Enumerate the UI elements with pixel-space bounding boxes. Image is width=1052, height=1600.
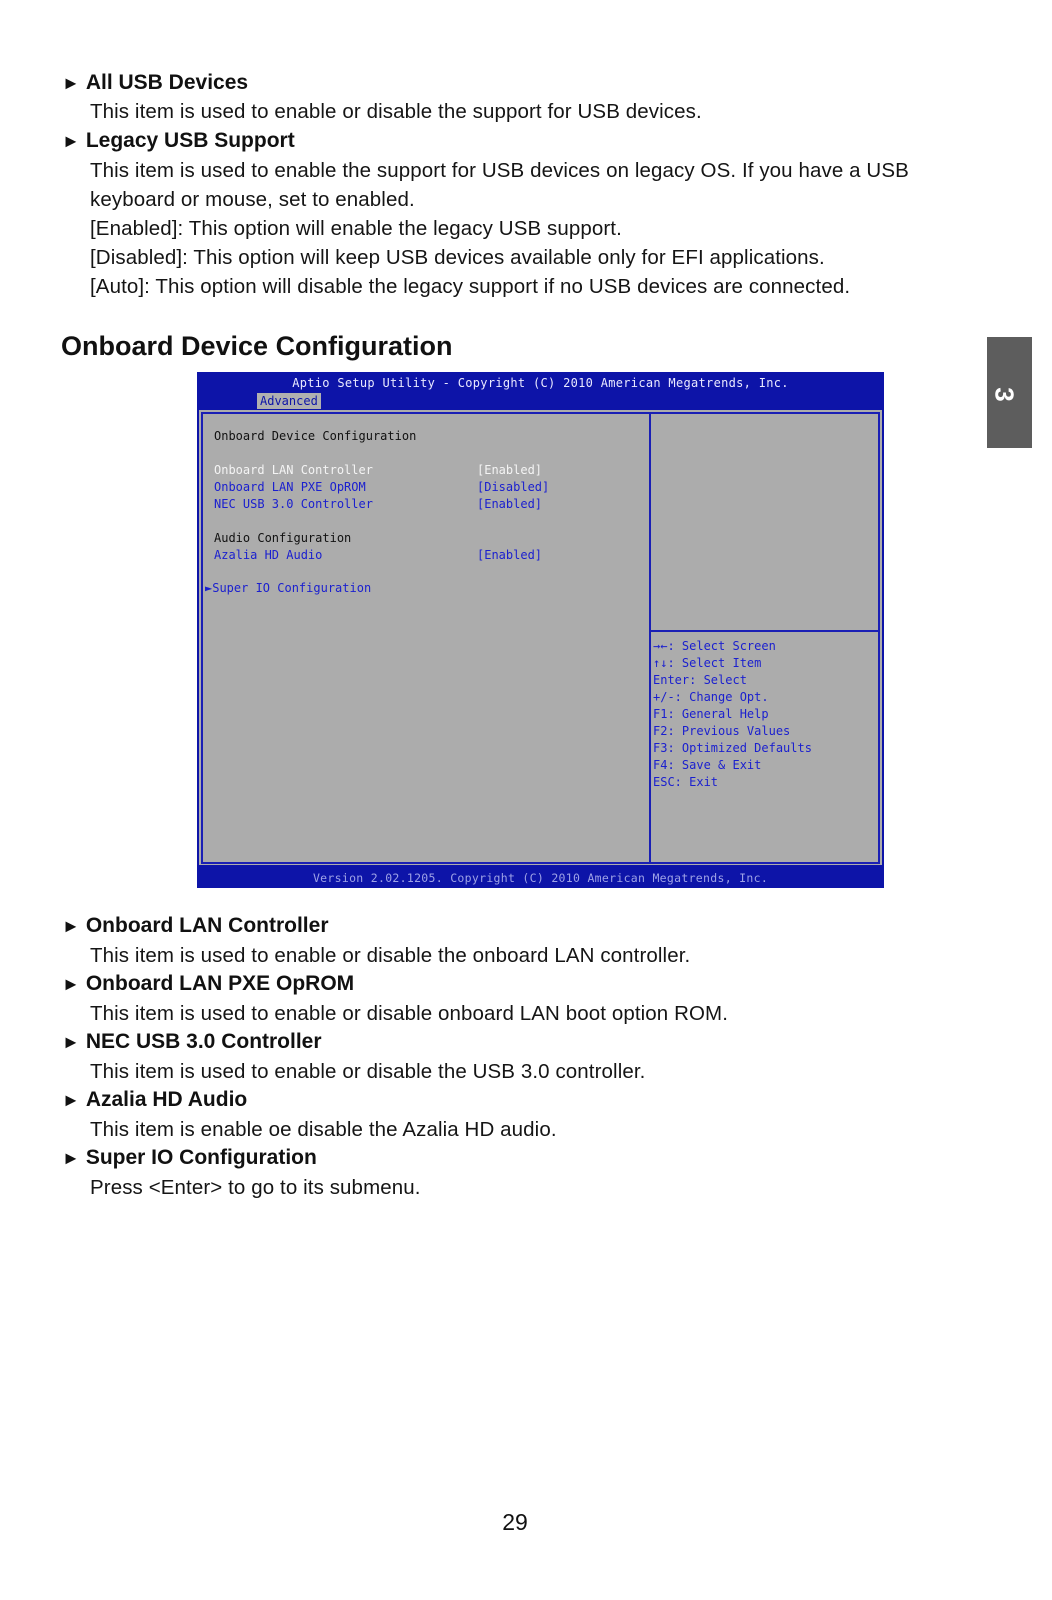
bios-option-value[interactable]: [Disabled] — [477, 480, 550, 494]
bios-help-line: F1: General Help — [653, 707, 769, 721]
triangle-bullet-icon: ► — [62, 1090, 80, 1110]
item-description: This item is used to enable the support for USB devices on legacy OS. If you have a USB — [90, 159, 909, 182]
bios-body — [199, 410, 882, 865]
bios-audio-heading: Audio Configuration — [214, 531, 352, 545]
item-heading-azalia-hd-audio: ► Azalia HD Audio — [62, 1088, 248, 1111]
bios-option-value[interactable]: [Enabled] — [477, 497, 543, 511]
bios-option-azalia-hd-audio[interactable]: Azalia HD Audio — [214, 548, 323, 562]
bios-frame — [201, 412, 880, 864]
bios-tab-advanced[interactable]: Advanced — [257, 393, 321, 409]
item-heading-nec-usb3-controller: ► NEC USB 3.0 Controller — [62, 1030, 322, 1053]
bios-screen-heading: Onboard Device Configuration — [214, 429, 417, 443]
bios-option-onboard-lan-controller[interactable]: Onboard LAN Controller — [214, 463, 373, 477]
item-description: [Auto]: This option will disable the legacy support if no USB devices are connected. — [90, 275, 851, 298]
bios-submenu-super-io[interactable]: ►Super IO Configuration — [205, 581, 372, 595]
bios-help-line: →←: Select Screen — [653, 639, 776, 653]
item-description: This item is used to enable or disable the USB 3.0 controller. — [90, 1060, 646, 1083]
item-description: This item is used to enable or disable the onboard LAN controller. — [90, 944, 691, 967]
item-description: keyboard or mouse, set to enabled. — [90, 188, 415, 211]
bios-help-line: F3: Optimized Defaults — [653, 741, 812, 755]
triangle-bullet-icon: ► — [62, 131, 80, 151]
item-heading-onboard-lan-pxe-oprom: ► Onboard LAN PXE OpROM — [62, 972, 355, 995]
item-description: This item is used to enable or disable the support for USB devices. — [90, 100, 702, 123]
bios-help-line: ↑↓: Select Item — [653, 656, 762, 670]
item-description: [Enabled]: This option will enable the legacy USB support. — [90, 217, 622, 240]
item-heading-legacy-usb-support: ► Legacy USB Support — [62, 129, 295, 152]
bios-help-line: ESC: Exit — [653, 775, 719, 789]
triangle-bullet-icon: ► — [62, 73, 80, 93]
item-heading-onboard-lan-controller: ► Onboard LAN Controller — [62, 914, 329, 937]
triangle-bullet-icon: ► — [62, 1148, 80, 1168]
submenu-arrow-icon: ► — [205, 581, 213, 595]
item-description: Press <Enter> to go to its submenu. — [90, 1176, 421, 1199]
item-heading-super-io-configuration: ► Super IO Configuration — [62, 1146, 317, 1169]
bios-title-bar: Aptio Setup Utility - Copyright (C) 2010 American Megatrends, Inc. — [292, 376, 789, 390]
bios-footer: Version 2.02.1205. Copyright (C) 2010 American Megatrends, Inc. — [312, 871, 769, 885]
bios-help-line: Enter: Select — [653, 673, 747, 687]
bios-option-nec-usb3-controller[interactable]: NEC USB 3.0 Controller — [214, 497, 373, 511]
section-title: Onboard Device Configuration — [61, 331, 453, 361]
bios-divider — [651, 630, 880, 632]
chapter-number: 3 — [989, 387, 1020, 402]
bios-screenshot — [197, 372, 884, 888]
bios-divider — [649, 414, 651, 862]
bios-help-line: +/-: Change Opt. — [653, 690, 769, 704]
page-number: 29 — [502, 1509, 528, 1535]
item-description: [Disabled]: This option will keep USB devices available only for EFI applications. — [90, 246, 825, 269]
bios-option-value[interactable]: [Enabled] — [477, 548, 543, 562]
item-description: This item is enable oe disable the Azalia HD audio. — [90, 1118, 557, 1141]
bios-help-line: F4: Save & Exit — [653, 758, 762, 772]
triangle-bullet-icon: ► — [62, 974, 80, 994]
chapter-tab — [987, 337, 1032, 448]
bios-help-line: F2: Previous Values — [653, 724, 791, 738]
item-heading-all-usb-devices: ► All USB Devices — [62, 71, 249, 94]
item-description: This item is used to enable or disable onboard LAN boot option ROM. — [90, 1002, 728, 1025]
bios-option-value[interactable]: [Enabled] — [477, 463, 543, 477]
triangle-bullet-icon: ► — [62, 1032, 80, 1052]
triangle-bullet-icon: ► — [62, 916, 80, 936]
bios-option-onboard-lan-pxe-oprom[interactable]: Onboard LAN PXE OpROM — [214, 480, 366, 494]
